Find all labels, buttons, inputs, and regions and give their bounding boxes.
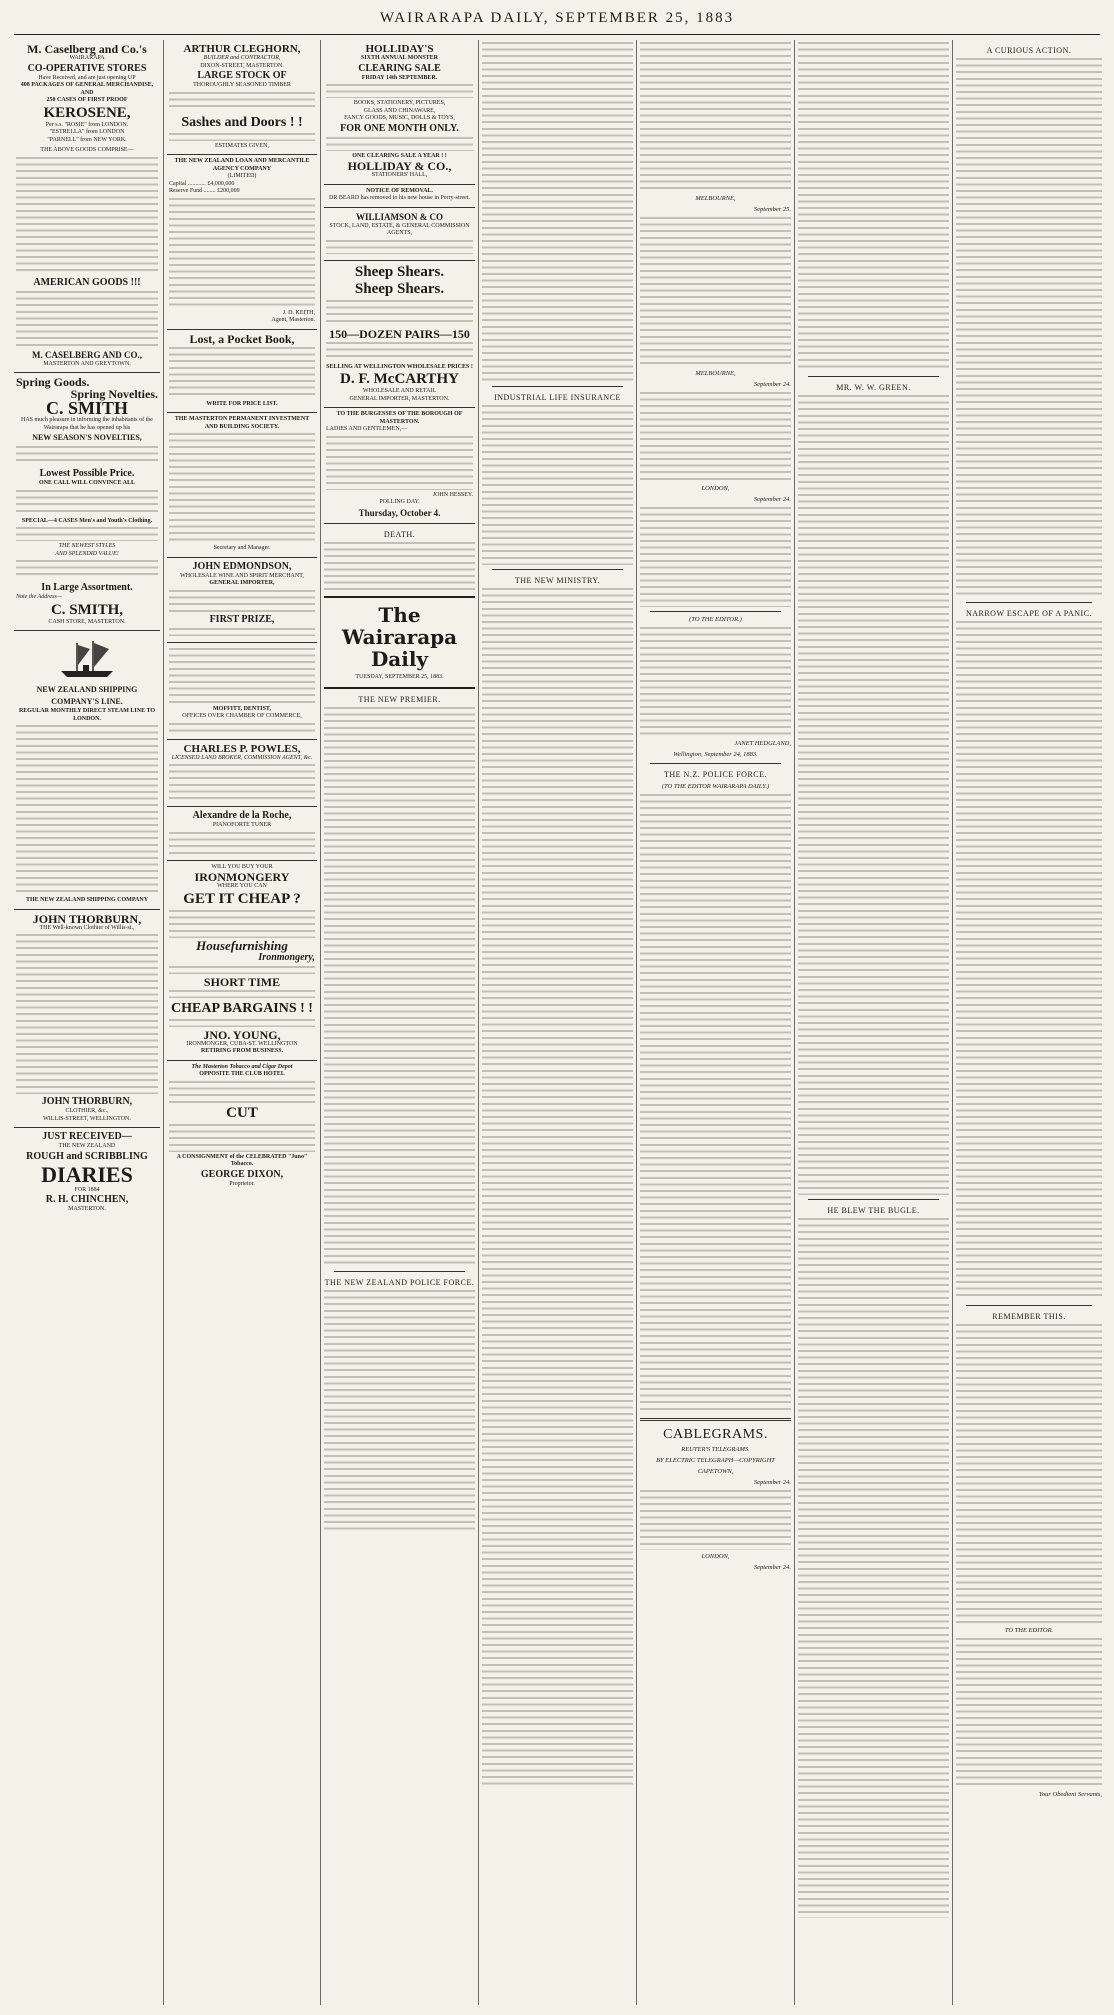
article-body: [482, 588, 633, 1788]
dateline: LONDON,: [701, 485, 730, 492]
ad-title: M. Caselberg and Co.'s: [27, 42, 147, 56]
ad-secretary: Secretary and Manager.: [213, 545, 271, 551]
article-body: [956, 1324, 1102, 1624]
ad-line: 408 PACKAGES OF GENERAL MERCHANDISE, AND: [20, 82, 154, 96]
ad-text: [16, 490, 158, 516]
ad-name: MOFFITT, DENTIST,: [213, 705, 271, 712]
letter-heading: (TO THE EDITOR.): [689, 616, 742, 623]
article-body: [640, 1490, 791, 1550]
article-divider: [650, 611, 781, 612]
article-divider: [966, 1305, 1092, 1306]
article-divider: [492, 569, 623, 570]
ad-text: [169, 92, 315, 112]
shipping-advertisement: [14, 631, 160, 910]
ad-title: JOHN THORBURN,: [32, 911, 142, 926]
ad-curve: The Masterton Tobacco and Cigar Depot: [191, 1063, 293, 1070]
article-body: [640, 507, 791, 607]
ad-text: [169, 1124, 315, 1152]
ad-line: THE Well-known Clothier of Willis-st.,: [39, 924, 135, 931]
article-body: [324, 1290, 475, 1530]
smith-advertisement: [14, 373, 160, 631]
ad-text: [169, 1019, 315, 1027]
ad-text: [169, 723, 315, 733]
column-6: [798, 40, 949, 2005]
ad-iron: IRONMONGERY: [194, 870, 290, 884]
ad-line: 250 CASES OF FIRST PROOF: [46, 97, 128, 103]
ad-special: SPECIAL—4 CASES Men's and Youth's Clothing.: [21, 517, 153, 524]
ad-text: [16, 934, 158, 1094]
article-divider: [966, 602, 1092, 603]
ad-title: TO THE BURGESSES OF THE BOROUGH OF MASTERTON.: [336, 411, 463, 425]
ad-text: [169, 198, 315, 308]
ad-title: Lost, a Pocket Book,: [189, 331, 295, 346]
article-divider: [808, 1199, 939, 1200]
ad-role: IRONMONGER, CUBA-ST. WELLINGTON: [186, 1040, 298, 1047]
ad-title: JUST RECEIVED—: [42, 1131, 132, 1142]
article-body: [798, 42, 949, 372]
ad-name: GEORGE DIXON,: [200, 1168, 284, 1180]
mccarthy-advertisement: [324, 261, 475, 409]
ad-title: Spring Novelties.: [70, 387, 158, 401]
burgesses-address: [324, 408, 475, 524]
ad-role: STOCK, LAND, ESTATE, & GENERAL COMMISSION AGENTS,: [329, 222, 470, 236]
article-heading: HE BLEW THE BUGLE.: [827, 1206, 920, 1215]
loan-agency-advertisement: [167, 155, 317, 330]
ad-fancy: FANCY GOODS, MUSIC, DOLLS & TOYS,: [344, 115, 455, 121]
column-divider: [478, 40, 479, 2005]
dateline: CAPETOWN,: [697, 1468, 734, 1475]
cleghorn-advertisement: [167, 40, 317, 155]
cablegrams-heading: CABLEGRAMS.: [663, 1427, 768, 1442]
death-heading: DEATH.: [383, 529, 416, 539]
caselberg-advertisement: [14, 40, 160, 373]
building-society-advertisement: [167, 413, 317, 558]
ad-importer: GENERAL IMPORTER, MASTERTON.: [349, 395, 450, 402]
ad-title: THE NEW ZEALAND LOAN AND MERCANTILE AGENCY COMPANY: [174, 158, 310, 172]
ad-bargains: CHEAP BARGAINS ! !: [171, 1000, 313, 1016]
dateline-date: September 25.: [753, 206, 791, 213]
ad-date: FRIDAY 14th SEPTEMBER.: [361, 74, 438, 81]
ad-kerosene: KEROSENE,: [43, 104, 131, 121]
ad-place: MASTERTON.: [68, 1206, 106, 1212]
dateline: MELBOURNE,: [695, 370, 736, 377]
ad-title: Spring Goods.: [16, 375, 90, 389]
ad-head: NEW SEASON'S NOVELTIES,: [32, 433, 142, 442]
ad-text: [169, 347, 315, 399]
dateline-date: September 24.: [753, 381, 791, 388]
death-notice-text: [324, 542, 475, 590]
ad-text: [326, 84, 473, 98]
ad-role: WHOLESALE AND RETAIL: [362, 388, 437, 394]
ad-text: [169, 133, 315, 141]
ad-title: NEW ZEALAND SHIPPING COMPANY'S LINE.: [36, 685, 138, 706]
ad-pdate: Thursday, October 4.: [358, 507, 441, 518]
letter-heading: (TO THE EDITOR WAIRARAPA DAILY.): [661, 783, 770, 790]
cablegrams-copyright: BY ELECTRIC TELEGRAPH—COPYRIGHT: [656, 1457, 775, 1464]
article-divider: [808, 376, 939, 377]
ad-glass: GLASS AND CHINAWARE,: [363, 107, 436, 114]
column-divider: [163, 40, 164, 2005]
ad-timber: THOROUGHLY SEASONED TIMBER: [193, 82, 291, 88]
ad-name: JNO. YOUNG,: [203, 1027, 281, 1042]
ad-footer: JOHN THORBURN,: [41, 1096, 133, 1107]
ad-text: [326, 240, 473, 254]
ad-reward: WRITE FOR PRICE LIST.: [206, 400, 278, 407]
ad-newest: THE NEWEST STYLES: [58, 543, 116, 549]
ad-title: NOTICE OF REMOVAL.: [366, 187, 433, 194]
letter-heading: TO THE EDITOR.: [1004, 1627, 1054, 1634]
ad-role: WHOLESALE WINE AND SPIRIT MERCHANT,: [180, 572, 304, 579]
ad-diaries: DIARIES: [41, 1161, 133, 1187]
newspaper-nameplate: [324, 596, 475, 689]
letter-signature: JANET HEDGLAND,: [734, 740, 791, 747]
ad-consign: A CONSIGNMENT of the CELEBRATED "Juno" Tobacco.: [176, 1153, 308, 1167]
ad-sheep2: Sheep Shears.: [354, 280, 445, 297]
ad-text: [169, 990, 315, 998]
article-body: [482, 42, 633, 382]
ad-role: BUILDER and CONTRACTOR,: [203, 55, 281, 61]
ad-body: DR BEARD has removed to his new house in Perry-street.: [329, 195, 470, 201]
dateline: LONDON,: [701, 1553, 730, 1560]
thorburn-advertisement: [14, 910, 160, 1129]
ad-american: AMERICAN GOODS !!!: [33, 276, 141, 288]
ad-footer-place: CASH STORE, MASTERTON.: [48, 618, 126, 625]
ad-sub: REGULAR MONTHLY DIRECT STEAM LINE TO LONDON.: [18, 708, 156, 722]
young-ironmongery-advertisement: [167, 861, 317, 1061]
ad-text: [169, 832, 315, 854]
column-divider: [952, 40, 953, 2005]
article-heading: THE NEW MINISTRY.: [514, 576, 601, 585]
ad-name: R. H. CHINCHEN,: [45, 1194, 129, 1205]
ad-first: FIRST PRIZE,: [209, 613, 275, 625]
article-body: [798, 395, 949, 1195]
ad-text: [16, 527, 158, 541]
ad-address: Note the Address—: [16, 594, 62, 600]
ad-line: "PARNELL" from NEW YORK.: [47, 136, 127, 143]
ad-goods-head: THE ABOVE GOODS COMPRISE—: [40, 147, 134, 153]
ad-line: "ESTRELLA" from LONDON: [49, 129, 125, 135]
ad-text: [326, 342, 473, 362]
column-divider: [794, 40, 795, 2005]
article-divider: [492, 386, 623, 387]
ad-where: WHERE YOU CAN: [217, 883, 267, 889]
ad-name: CHARLES P. POWLES,: [183, 742, 301, 755]
ship-icon: [57, 637, 117, 681]
ad-footer: C. SMITH,: [50, 601, 124, 618]
ad-text: [169, 590, 315, 612]
ad-footer-addr: WILLIS-STREET, WELLINGTON.: [43, 1115, 131, 1122]
article-body: [640, 392, 791, 482]
ad-reserve: Reserve Fund ........ £200,000: [169, 188, 240, 194]
tobacco-depot-advertisement: [167, 1061, 317, 1193]
ad-sheep: Sheep Shears.: [354, 263, 445, 280]
ad-name: JOHN EDMONDSON,: [192, 560, 292, 572]
holliday-advertisement: [324, 40, 475, 185]
ad-name: HOLLIDAY'S: [365, 43, 434, 55]
article-body: [640, 217, 791, 367]
ad-opp: OPPOSITE THE CLUB HOTEL: [199, 1071, 285, 1077]
article-heading: THE NEW PREMIER.: [358, 694, 441, 704]
ad-assort: In Large Assortment.: [41, 582, 133, 593]
ad-question: WILL YOU BUY YOUR: [211, 863, 273, 870]
ad-sashes: Sashes and Doors ! !: [181, 114, 303, 130]
ad-text: [169, 1081, 315, 1103]
page-masthead: [0, 0, 1114, 36]
article-body: [956, 621, 1102, 1301]
article-heading: THE NEW ZEALAND POLICE FORCE.: [324, 1277, 475, 1287]
ad-name: ARTHUR CLEGHORN,: [183, 43, 301, 55]
ad-line: Have Received, and are just opening UP: [38, 74, 136, 81]
ad-agent-role: Agent, Masterton.: [271, 317, 315, 323]
dateline: MELBOURNE,: [695, 195, 736, 202]
ad-iron2: Ironmongery,: [258, 951, 315, 963]
masthead-rule: [14, 34, 1100, 35]
ad-place: WAIRARAPA: [69, 55, 105, 61]
letter-place: Wellington, September 24, 1883.: [673, 751, 758, 758]
column-2: [167, 40, 317, 2005]
ad-line: Per s.s. "ROSIE" from LONDON.: [45, 121, 129, 128]
ad-sub: THE NEW ZEALAND: [58, 1143, 116, 1149]
ad-hall: STATIONERS' HALL,: [371, 172, 428, 178]
column-3: [324, 40, 475, 2005]
masthead-title: WAIRARAPA DAILY, SEPTEMBER 25, 1883: [379, 10, 735, 26]
goods-list: [16, 157, 158, 275]
article-body: [956, 58, 1102, 598]
williamson-advertisement: [324, 208, 475, 261]
ad-text: [16, 446, 158, 466]
ad-role: PIANOFORTE TUNER: [212, 822, 272, 828]
letter-body: [956, 1638, 1102, 1788]
ad-text: [169, 433, 315, 543]
ad-text: [16, 560, 158, 580]
ad-sign: JOHN HESSEY.: [432, 491, 473, 498]
ad-offices: OFFICES OVER CHAMBER OF COMMERCE,: [182, 713, 302, 719]
article-heading: MR. W. W. GREEN.: [836, 383, 911, 392]
ad-name: Alexandre de la Roche,: [192, 810, 292, 821]
ad-stores: CO-OPERATIVE STORES: [27, 62, 147, 74]
ad-text: [169, 910, 315, 938]
ad-dozen: 150—DOZEN PAIRS—150: [329, 326, 470, 341]
ad-addr: DIXON-STREET, MASTERTON.: [200, 62, 284, 69]
article-divider: [334, 1271, 465, 1272]
ad-selling: SELLING AT WELLINGTON WHOLESALE PRICES !: [326, 363, 473, 370]
ad-role: Proprietor.: [229, 1180, 255, 1187]
de-la-roche-advertisement: [167, 807, 317, 861]
ad-month: FOR ONE MONTH ONLY.: [340, 122, 459, 134]
ad-est: ESTIMATES GIVEN,: [215, 142, 269, 149]
goods-list: [16, 291, 158, 347]
ad-firm: WILLIAMSON & CO: [355, 211, 443, 222]
article-body: [482, 405, 633, 565]
ad-name: D. F. McCARTHY: [340, 371, 459, 387]
ad-text: [169, 628, 315, 636]
nameplate-date: TUESDAY, SEPTEMBER 25, 1883.: [355, 673, 444, 680]
ad-name: C. SMITH: [45, 398, 128, 418]
ad-main: ROUGH and SCRIBBLING: [26, 1150, 148, 1162]
removal-notice: [324, 185, 475, 208]
article-heading: THE N.Z. POLICE FORCE.: [664, 770, 767, 779]
article-body: [324, 707, 475, 1267]
diaries-advertisement: [14, 1128, 160, 1218]
letter-signature: Your Obedient Servants,: [1038, 1791, 1102, 1798]
sailing-table: [16, 725, 158, 895]
article-heading: INDUSTRIAL LIFE INSURANCE: [494, 393, 621, 402]
ad-once: ONE CLEARING SALE A YEAR ! !: [352, 152, 447, 159]
column-divider: [320, 40, 321, 2005]
ad-role: LICENSED LAND BROKER, COMMISSION AGENT, &c.: [171, 754, 313, 761]
ad-capital: Capital ............ £4,000,000: [169, 180, 235, 187]
column-5: [640, 40, 791, 2005]
ad-text: [326, 137, 473, 151]
column-4: [482, 40, 633, 2005]
ad-body: HAS much pleasure in informing the inhabitants of the Wairarapa that he has opened up his: [21, 417, 153, 431]
ad-short: SHORT TIME: [203, 974, 281, 989]
ad-limited: (LIMITED): [227, 173, 257, 179]
ad-polling: POLLING DAY.: [379, 499, 420, 505]
article-body: [640, 794, 791, 1414]
ad-year: FOR 1884: [74, 1186, 100, 1193]
nameplate-title: The Wairarapa Daily: [341, 602, 458, 671]
ad-title: SIXTH ANNUAL MONSTER: [360, 55, 438, 61]
ad-text: [169, 648, 315, 704]
ad-greeting: LADIES AND GENTLEMEN,—: [326, 426, 408, 432]
ad-sale: CLEARING SALE: [358, 62, 441, 74]
ad-cash: ONE CALL WILL CONVINCE ALL: [39, 480, 135, 486]
column-1: [14, 40, 160, 2005]
article-body: [640, 42, 791, 192]
ad-firm: HOLLIDAY & CO.,: [347, 159, 452, 173]
pocket-book-advertisement: [167, 330, 317, 414]
ad-text: [326, 436, 473, 490]
powles-advertisement: [167, 740, 317, 808]
ad-footer: M. CASELBERG AND CO.,: [31, 349, 142, 360]
article-heading: REMEMBER THIS.: [992, 1312, 1066, 1321]
ad-cheap: GET IT CHEAP ?: [183, 890, 301, 907]
ad-text: [169, 966, 315, 974]
ad-general: GENERAL IMPORTER,: [209, 580, 275, 586]
dentist-advertisement: [167, 643, 317, 740]
ad-house: Housefurnishing: [196, 937, 288, 953]
ad-price: Lowest Possible Price.: [39, 468, 135, 479]
ad-splendid: AND SPLENDID VALUE!: [55, 550, 119, 557]
ad-agent: J. D. KEITH,: [282, 309, 315, 316]
column-7: [956, 40, 1102, 2005]
dateline-date: September 24.: [753, 1564, 791, 1571]
dateline-date: September 24.: [753, 496, 791, 503]
dateline-date: September 24.: [753, 1479, 791, 1486]
article-heading: A CURIOUS ACTION.: [986, 46, 1072, 55]
article-heading: NARROW ESCAPE OF A PANIC.: [965, 609, 1093, 618]
ad-footer-role: CLOTHIER, &c.,: [65, 1108, 109, 1114]
ad-stock: LARGE STOCK OF: [197, 70, 287, 81]
ad-retiring: RETIRING FROM BUSINESS.: [200, 1048, 284, 1054]
article-body: [798, 1218, 949, 1918]
article-divider: [650, 763, 781, 764]
ad-title: THE MASTERTON PERMANENT INVESTMENT AND BUILDING SOCIETY.: [174, 416, 310, 430]
ad-cut: CUT: [226, 1104, 258, 1121]
cablegrams-sub: REUTER'S TELEGRAMS.: [681, 1446, 750, 1453]
edmondson-advertisement: [167, 558, 317, 643]
ad-goods: BOOKS, STATIONERY, PICTURES,: [353, 100, 446, 106]
ad-text: [169, 764, 315, 800]
ad-footer: THE NEW ZEALAND SHIPPING COMPANY: [25, 897, 149, 903]
ad-text: [326, 300, 473, 326]
letter-body: [640, 627, 791, 737]
ad-footer-place: MASTERTON AND GREYTOWN.: [43, 360, 131, 367]
section-divider: [640, 1418, 791, 1421]
column-divider: [636, 40, 637, 2005]
